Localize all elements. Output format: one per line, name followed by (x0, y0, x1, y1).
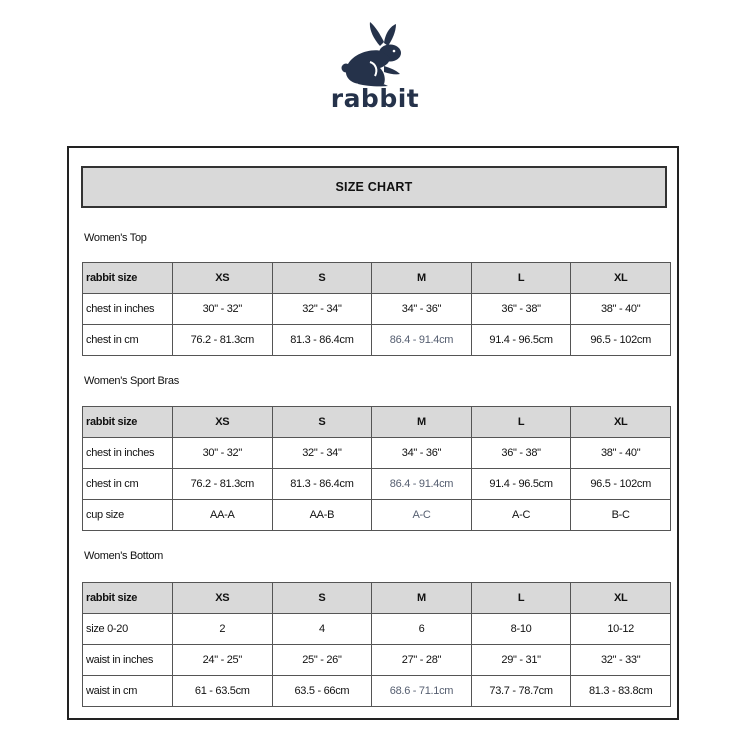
table-cell: 30" - 32" (173, 438, 273, 469)
header-cell: XL (571, 583, 671, 614)
table-row (83, 614, 671, 645)
table-cell: 36" - 38" (471, 294, 571, 325)
header-cell: S (272, 407, 372, 438)
row-label: chest in inches (83, 438, 173, 469)
table-row (83, 294, 671, 325)
table-cell: B-C (571, 500, 671, 531)
header-cell: M (372, 583, 472, 614)
table-cell: 2 (173, 614, 273, 645)
header-cell: rabbit size (83, 263, 173, 294)
header-cell: M (372, 407, 472, 438)
row-label: size 0-20 (83, 614, 173, 645)
header-cell: rabbit size (83, 583, 173, 614)
table-cell: 91.4 - 96.5cm (471, 325, 571, 356)
table-header-row (83, 263, 671, 294)
table-cell: A-C (471, 500, 571, 531)
header-cell: M (372, 263, 472, 294)
table-cell: 86.4 - 91.4cm (372, 469, 472, 500)
table-cell: 29" - 31" (471, 645, 571, 676)
header-cell: L (471, 263, 571, 294)
header-cell: S (272, 263, 372, 294)
table-cell: 32" - 34" (272, 438, 372, 469)
rabbit-icon (340, 18, 410, 90)
womens-bottom-table (82, 582, 671, 707)
table-cell: 6 (372, 614, 472, 645)
header-cell: XS (173, 407, 273, 438)
table-cell: 8-10 (471, 614, 571, 645)
table-cell: 10-12 (571, 614, 671, 645)
table-cell: 38" - 40" (571, 294, 671, 325)
table-cell: AA-A (173, 500, 273, 531)
table-cell: 34" - 36" (372, 438, 472, 469)
section-label-womens-sport-bras: Women's Sport Bras (84, 375, 179, 387)
table-cell: 32" - 34" (272, 294, 372, 325)
header-cell: L (471, 407, 571, 438)
row-label: waist in inches (83, 645, 173, 676)
table-cell: 96.5 - 102cm (571, 469, 671, 500)
table-cell: 63.5 - 66cm (272, 676, 372, 707)
header-cell: L (471, 583, 571, 614)
section-label-womens-bottom: Women's Bottom (84, 550, 164, 562)
table-row (83, 438, 671, 469)
row-label: chest in inches (83, 294, 173, 325)
table-row (83, 676, 671, 707)
row-label: cup size (83, 500, 173, 531)
table-header-row (83, 407, 671, 438)
brand-logo (0, 18, 750, 113)
table-cell: 36" - 38" (471, 438, 571, 469)
table-row (83, 325, 671, 356)
table-cell: 61 - 63.5cm (173, 676, 273, 707)
header-cell: XS (173, 583, 273, 614)
table-cell: 86.4 - 91.4cm (372, 325, 472, 356)
size-chart-sheet (67, 146, 679, 720)
table-cell: 34" - 36" (372, 294, 472, 325)
table-header-row (83, 583, 671, 614)
size-chart-title: SIZE CHART (81, 166, 667, 208)
table-cell: 4 (272, 614, 372, 645)
brand-name: rabbit (330, 84, 420, 113)
table-row (83, 645, 671, 676)
table-cell: 81.3 - 83.8cm (571, 676, 671, 707)
header-cell: S (272, 583, 372, 614)
table-cell: AA-B (272, 500, 372, 531)
table-cell: 25" - 26" (272, 645, 372, 676)
table-row (83, 500, 671, 531)
row-label: waist in cm (83, 676, 173, 707)
header-cell: XL (571, 407, 671, 438)
table-cell: 81.3 - 86.4cm (272, 325, 372, 356)
table-cell: 30" - 32" (173, 294, 273, 325)
table-cell: 76.2 - 81.3cm (173, 325, 273, 356)
womens-sport-bras-table (82, 406, 671, 531)
row-label: chest in cm (83, 325, 173, 356)
header-cell: rabbit size (83, 407, 173, 438)
table-cell: 27" - 28" (372, 645, 472, 676)
table-cell: 81.3 - 86.4cm (272, 469, 372, 500)
row-label: chest in cm (83, 469, 173, 500)
section-label-womens-top: Women's Top (84, 232, 147, 244)
header-cell: XL (571, 263, 671, 294)
table-cell: 76.2 - 81.3cm (173, 469, 273, 500)
table-cell: 32" - 33" (571, 645, 671, 676)
table-cell: 38" - 40" (571, 438, 671, 469)
header-cell: XS (173, 263, 273, 294)
table-row (83, 469, 671, 500)
womens-top-table (82, 262, 671, 356)
table-cell: A-C (372, 500, 472, 531)
table-cell: 96.5 - 102cm (571, 325, 671, 356)
table-cell: 68.6 - 71.1cm (372, 676, 472, 707)
table-cell: 73.7 - 78.7cm (471, 676, 571, 707)
table-cell: 91.4 - 96.5cm (471, 469, 571, 500)
table-cell: 24" - 25" (173, 645, 273, 676)
